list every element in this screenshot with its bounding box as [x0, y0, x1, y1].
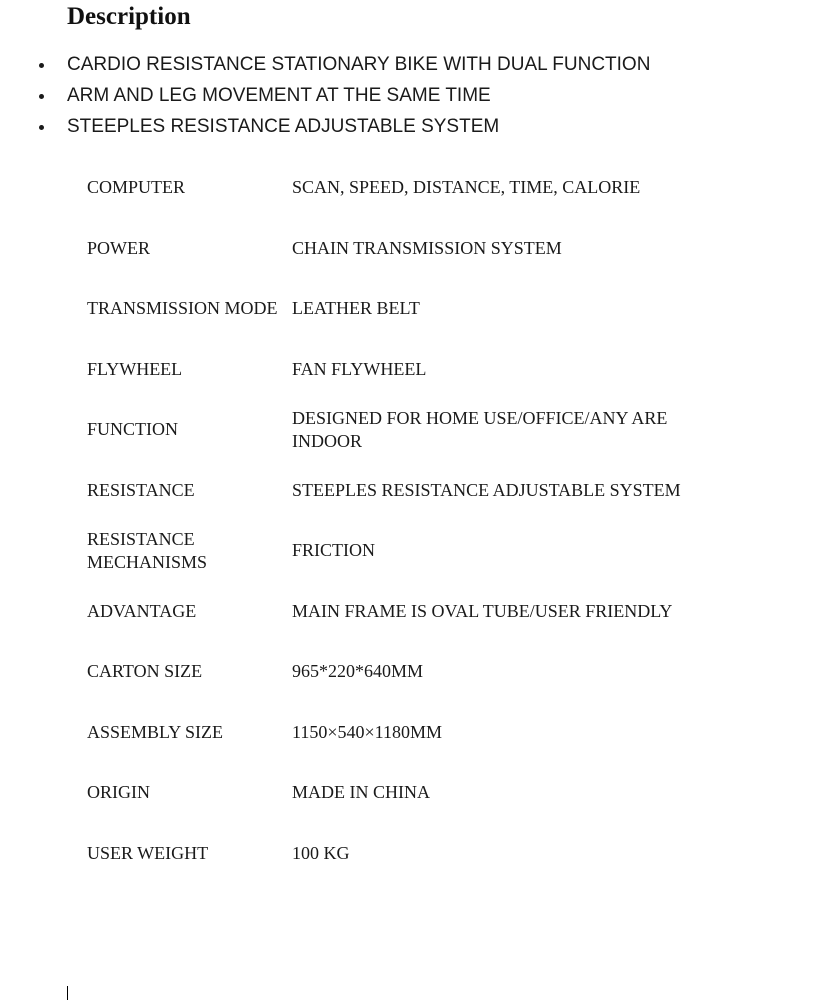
feature-bullet-list [0, 49, 650, 142]
feature-bullet-text: STEEPLES RESISTANCE ADJUSTABLE SYSTEM [67, 116, 500, 137]
feature-bullet-item [0, 80, 650, 111]
spec-row [87, 157, 712, 218]
spec-row [87, 218, 712, 278]
spec-label: POWER [87, 237, 150, 258]
feature-bullet-text: ARM AND LEG MOVEMENT AT THE SAME TIME [67, 85, 491, 106]
spec-label: ADVANTAGE [87, 600, 197, 621]
spec-value: 965*220*640MM [292, 661, 424, 681]
spec-label: ORIGIN [87, 782, 150, 802]
spec-row [87, 520, 712, 581]
spec-label: FLYWHEEL [87, 358, 183, 379]
spec-row [87, 823, 712, 883]
spec-row [87, 460, 712, 520]
spec-value: FAN FLYWHEEL [292, 358, 427, 379]
spec-table [87, 157, 712, 883]
bullet-dot-icon [39, 94, 44, 99]
spec-row [87, 762, 712, 823]
feature-bullet-text: CARDIO RESISTANCE STATIONARY BIKE WITH DUAL FUNCTION [67, 54, 651, 75]
spec-row [87, 399, 712, 460]
spec-value: FRICTION [292, 540, 376, 560]
spec-value: MAIN FRAME IS OVAL TUBE/USER FRIENDLY [292, 600, 673, 621]
text-cursor [67, 986, 68, 1000]
spec-value: LEATHER BELT [292, 298, 420, 318]
bullet-dot-icon [39, 125, 44, 130]
spec-label: CARTON SIZE [87, 661, 203, 681]
spec-value: SCAN, SPEED, DISTANCE, TIME, CALORIE [292, 177, 641, 197]
spec-label: RESISTANCE MECHANISMS [87, 528, 208, 572]
spec-label: FUNCTION [87, 419, 179, 439]
spec-label: USER WEIGHT [87, 842, 209, 863]
spec-value: 100 KG [292, 842, 350, 863]
feature-bullet-item [0, 49, 650, 80]
spec-value: MADE IN CHINA [292, 782, 430, 802]
spec-value: STEEPLES RESISTANCE ADJUSTABLE SYSTEM [292, 479, 681, 500]
spec-value: CHAIN TRANSMISSION SYSTEM [292, 237, 562, 258]
spec-row [87, 702, 712, 762]
spec-value: 1150×540×1180MM [292, 721, 442, 742]
spec-row [87, 339, 712, 399]
spec-row [87, 581, 712, 641]
feature-bullet-item [0, 111, 650, 142]
bullet-dot-icon [39, 63, 44, 68]
spec-label: TRANSMISSION MODE [87, 298, 278, 318]
spec-row [87, 641, 712, 702]
spec-label: ASSEMBLY SIZE [87, 721, 224, 742]
spec-value: DESIGNED FOR HOME USE/OFFICE/ANY ARE INDOOR [292, 407, 668, 451]
spec-label: COMPUTER [87, 177, 186, 197]
description-heading: Description [67, 3, 191, 30]
spec-label: RESISTANCE [87, 479, 195, 500]
spec-row [87, 278, 712, 339]
